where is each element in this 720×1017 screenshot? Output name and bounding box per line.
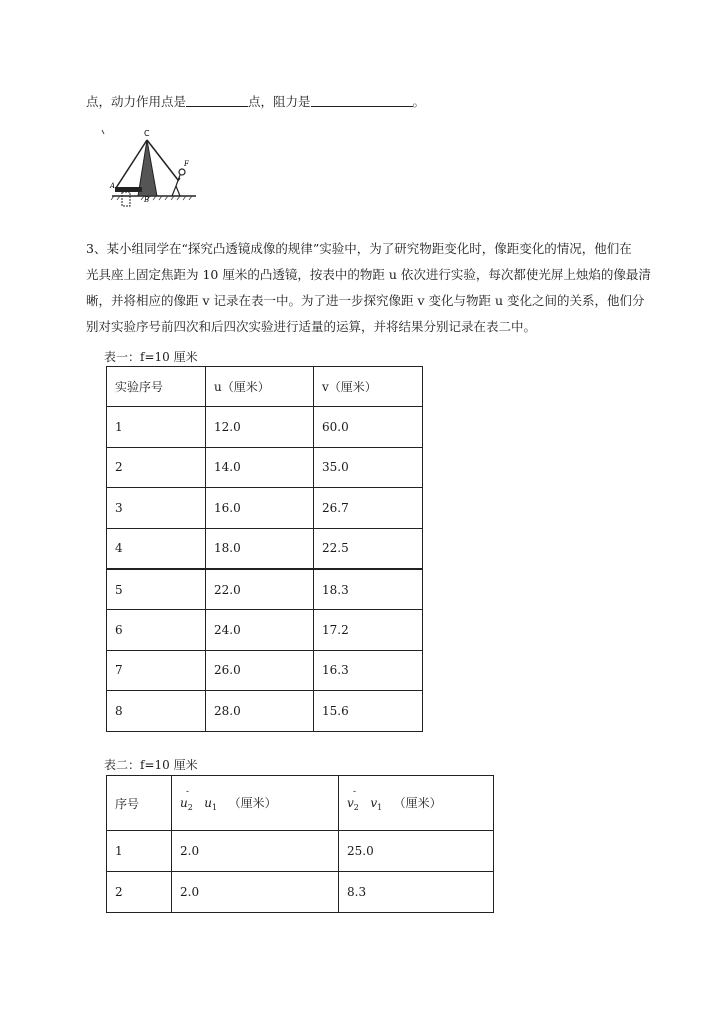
unit-label: （厘米） xyxy=(393,796,442,810)
answer-blank-1[interactable] xyxy=(186,94,248,107)
lever-figure xyxy=(100,126,200,218)
cell: 14.0 xyxy=(206,447,314,487)
u2-symbol: - $u_2$ xyxy=(180,796,193,810)
cell: 18.3 xyxy=(314,569,423,610)
label-b: B xyxy=(144,196,150,204)
cell: 17.2 xyxy=(314,610,423,650)
cell: 7 xyxy=(107,650,206,690)
question-line: 光具座上固定焦距为 10 厘米的凸透镜，按表中的物距 u 依次进行实验，每次都使光屏上烛焰的像最清 xyxy=(86,267,651,282)
answer-blank-2[interactable] xyxy=(311,94,413,107)
figure-mark xyxy=(102,130,104,134)
question-line: 晰，并将相应的像距 v 记录在表一中。为了进一步探究像距 v 变化与物距 u 变化之间的关系，他们分 xyxy=(86,293,645,308)
table-row xyxy=(107,872,494,913)
table-header-row xyxy=(107,776,494,831)
cell: 22.5 xyxy=(314,528,423,569)
cell: 3 xyxy=(107,488,206,528)
person-figure xyxy=(172,169,185,196)
question-3-text xyxy=(86,236,651,340)
table-row xyxy=(107,610,423,650)
cell: 2.0 xyxy=(172,831,339,872)
question-line: 别对实验序号前四次和后四次实验进行适量的运算，并将结果分别记录在表二中。 xyxy=(86,319,537,334)
cell: 16.3 xyxy=(314,650,423,690)
lever-bar xyxy=(115,187,142,192)
cell: 60.0 xyxy=(314,407,423,447)
cell: 35.0 xyxy=(314,447,423,487)
table2-caption: 表二：f=10 厘米 xyxy=(104,758,198,772)
cell: 8 xyxy=(107,691,206,731)
table-header-row xyxy=(107,367,423,407)
table-row xyxy=(107,447,423,487)
cell: 4 xyxy=(107,528,206,569)
cell: 26.7 xyxy=(314,488,423,528)
cell: 15.6 xyxy=(314,691,423,731)
line-suffix: 。 xyxy=(412,94,426,109)
cell: 22.0 xyxy=(206,569,314,610)
cell: 18.0 xyxy=(206,528,314,569)
cell: 12.0 xyxy=(206,407,314,447)
u1-symbol: $u_1$ xyxy=(204,796,218,812)
cell: 25.0 xyxy=(339,831,494,872)
table-row xyxy=(107,831,494,872)
weight-block xyxy=(122,192,130,206)
cell: 24.0 xyxy=(206,610,314,650)
cell: 16.0 xyxy=(206,488,314,528)
table-row xyxy=(107,650,423,690)
v1-symbol: $v_1$ xyxy=(370,796,383,812)
label-a: A xyxy=(110,182,116,190)
table-row xyxy=(107,488,423,528)
question-line: 3、某小组同学在“探究凸透镜成像的规律”实验中，为了研究物距变化时，像距变化的情况，他们在 xyxy=(86,241,632,256)
cell: 28.0 xyxy=(206,691,314,731)
cell: 1 xyxy=(107,407,206,447)
cell: 8.3 xyxy=(339,872,494,913)
unit-label: （厘米） xyxy=(228,796,277,810)
cell: 6 xyxy=(107,610,206,650)
v2-symbol: - $v_2$ xyxy=(347,796,359,810)
label-f: F xyxy=(184,160,189,168)
header-cell: u（厘米） xyxy=(206,367,314,407)
header-cell-v-diff xyxy=(339,776,494,831)
table-row xyxy=(107,691,423,731)
table-2 xyxy=(106,775,494,913)
cell: 1 xyxy=(107,831,172,872)
cell: 2 xyxy=(107,872,172,913)
cell: 26.0 xyxy=(206,650,314,690)
table-row xyxy=(107,569,423,610)
cell: 2 xyxy=(107,447,206,487)
line-middle: 点，阻力是 xyxy=(248,94,311,109)
table-row xyxy=(107,407,423,447)
header-cell: 序号 xyxy=(107,776,172,831)
table-row xyxy=(107,528,423,569)
cell: 5 xyxy=(107,569,206,610)
cell: 2.0 xyxy=(172,872,339,913)
label-c: C xyxy=(144,129,150,138)
header-cell: 实验序号 xyxy=(107,367,206,407)
table1-caption: 表一：f=10 厘米 xyxy=(104,350,198,364)
header-cell-u-diff xyxy=(172,776,339,831)
line-prefix: 点，动力作用点是 xyxy=(86,94,187,109)
header-cell: v（厘米） xyxy=(314,367,423,407)
table-1 xyxy=(106,366,423,732)
fill-in-line xyxy=(86,92,425,110)
